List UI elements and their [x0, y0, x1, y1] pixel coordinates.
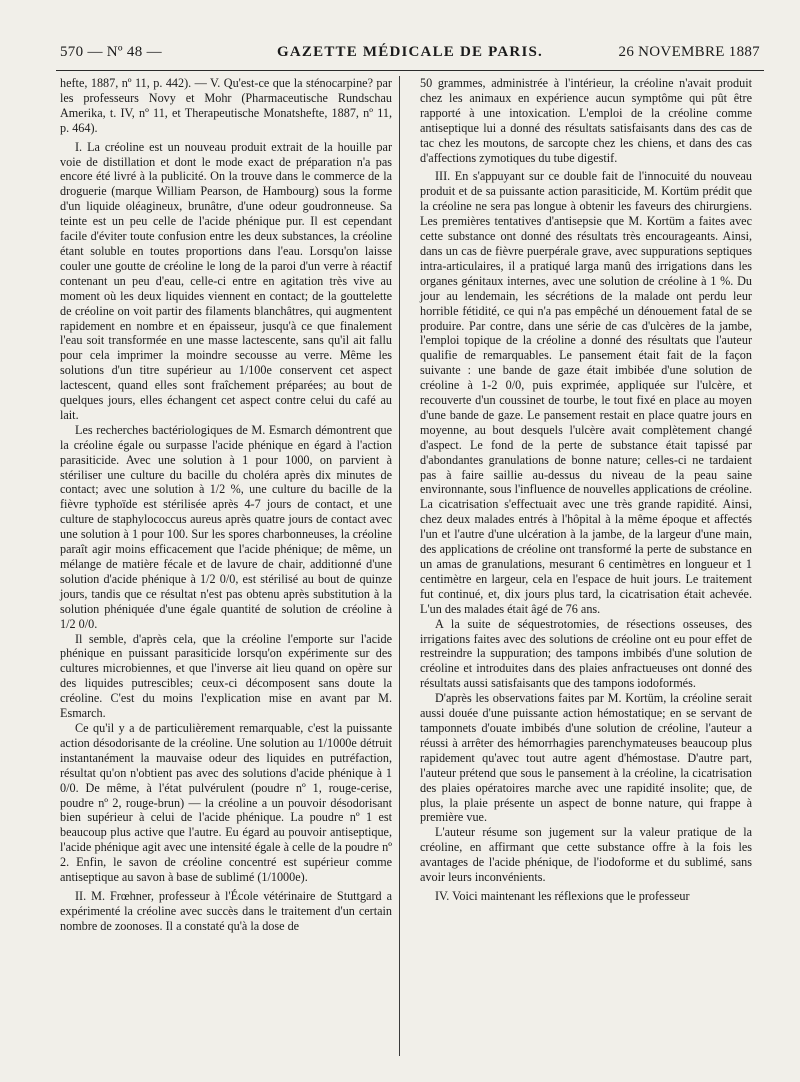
left-paragraph-parasiticide: Il semble, d'après cela, que la créoline l'emporte sur l'acide phénique en puissant parasiticide lorsqu'on expérimente sur des cultures microbiennes, et que l'inverse ait lieu quand on opère sur des liquides putrescibles; ceux-ci décomposent sans doute la créoline. C'est du moins l'explication mise en avant par M. Esmarch. [60, 631, 392, 721]
left-paragraph-creoline-intro: I. La créoline est un nouveau produit extrait de la houille par voie de distillation et dont le mode exact de préparation n'a pas encore été livré à la publicité. On la trouve dans le commerce de la droguerie (marque William Pearson, de Hambourg) sous la forme d'un liquide oléagineux, brunâtre, d'une odeur goudronneuse. Sa teinte est un peu celle de l'acide phénique pur. Il est cependant facile d'éviter toute confusion entre les deux substances, la créoline étant soluble en toutes proportions dans l'eau. Lorsqu'on laisse couler une goutte de créoline le long de la paroi d'un verre à réactif contenant un peu d'eau, celle-ci entre en agitation très vive au moment où les deux liquides viennent en contact; de la gouttelette de créoline on voit partir des filaments blanchâtres, qui augmentent rapidement en nombre et en épaisseur, jusqu'à ce que finalement l'eau soit transformée en une masse lactescente, sans qu'il ait fallu pour cela imprimer la moindre secousse au verre. Même les solutions d'un titre supérieur au 1/100e conservent cet aspect lactescent, quand elles sont fraîchement préparées; au bout de quelques jours, elles échangent cet aspect contre celui du café au lait. [60, 139, 392, 422]
column-divider [399, 76, 400, 1056]
right-paragraph-kortum: III. En s'appuyant sur ce double fait de l'innocuité du nouveau produit et de sa puissante action parasiticide, M. Kortüm prédit que la créoline ne sera pas longue à obtenir les faveurs des chirurgiens. Les premières tentatives d'antisepsie que M. Kortüm a faites avec cette substance ont donné des résultats très encourageants. Ainsi, dans un cas de fièvre puerpérale grave, avec suppurations septiques intra-articulaires, il a pratiqué larga manû des irrigations dans les organes génitaux internes, avec une solution de créoline à 1 %. Du jour au lendemain, les sécrétions de la malade ont perdu leur horrible fétidité, ce qui n'a pas empêché un dénouement fatal de se produire. Par contre, dans une série de cas d'ulcères de la jambe, l'emploi topique de la créoline a donné des résultats que l'auteur qualifie de remarquables. Le pansement était fait de la façon suivante : une bande de gaze était imbibée d'une solution de créoline à 1-2 0/0, puis exprimée, appliquée sur l'ulcère, et recouverte d'un coussinet de tourbe, le tout fixé en place au moyen d'une bande de gaze. Le pansement restait en place quatre jours en moyenne, au bout desquels l'ulcère avait complètement changé d'aspect. Le fond de la perte de substance était tapissé par d'abondantes granulations de bonne nature; celles-ci ne tardaient pas à faire saillie au-dessus du niveau de la peau saine environnante, sous l'influence de nouvelles applications de créoline. La cicatrisation s'effectuait avec une très grande rapidité. Ainsi, chez deux malades entrés à l'hôpital à la même époque et affectés l'un et l'autre d'une ulcération à la jambe, de la largeur d'une main, des applications de créoline ont transformé la perte de substance en un amas de granulations, mesurant 6 centimètres en longueur et 1 centimètre en largeur, cela en l'espace de huit jours. Le traitement fut continué, et, dix jours plus tard, la cicatrisation était achevée. L'un des malades était âgé de 76 ans. [420, 169, 752, 616]
right-paragraph-continuation: 50 grammes, administrée à l'intérieur, la créoline n'avait produit chez les animaux en expérience aucun symptôme qui pût être rapporté à une intoxication. L'emploi de la créoline comme antiseptique lui a donné des résultats satisfaisants dans des cas de tac chez les moutons, de sarcopte chez les chiens, et dans des cas d'affections zymotiques du tube digestif. [420, 76, 752, 165]
right-column [420, 76, 752, 904]
page-header [60, 44, 760, 66]
left-paragraph-bacteriology: Les recherches bactériologiques de M. Esmarch démontrent que la créoline égale ou surpasse l'acide phénique en égard à l'action parasiticide. Avec une solution à 1 pour 1000, on parvient à stériliser une culture du bacille du choléra après dix minutes de contact; avec une solution à 1/2 %, une culture du bacille de la fièvre typhoïde est stérilisée après 4-7 jours de contact, et une culture de staphylococcus aureus après quatre jours de contact avec une solution à 1 pour 100. Sur les spores charbonneuses, la créoline paraît agir moins efficacement que l'acide phénique; de même, un mélange de matière fécale et de lavure de chair, additionné d'une solution d'acide phénique à 1/2 0/0, est stérilisé au bout de quinze jours, tandis que ce résultat n'est pas obtenu après substitution à la solution phéniquée d'une égale quantité de solution de créoline à 1/2 0/0. [60, 422, 392, 631]
journal-title: GAZETTE MÉDICALE DE PARIS. [277, 44, 543, 60]
issue-date: 26 NOVEMBRE 1887 [618, 44, 760, 60]
left-paragraph-refs: hefte, 1887, nº 11, p. 442). — V. Qu'est-ce que la sténocarpine? par les professeurs Novy et Mohr (Pharmaceutische Rundschau Amerika, t. IV, nº 11, et Therapeutische Monatshefte, 1887, nº 11, p. 464). [60, 76, 392, 135]
left-column [60, 76, 392, 934]
right-paragraph-reflexions: IV. Voici maintenant les réflexions que le professeur [435, 888, 690, 903]
header-rule [56, 70, 764, 71]
left-paragraph-deodorant: Ce qu'il y a de particulièrement remarquable, c'est la puissante action désodorisante de la créoline. Une solution au 1/1000e détruit instantanément la mauvaise odeur des liquides en putréfaction, résultat qu'on n'obtient pas avec des solutions d'acide phénique à 1 0/0. De même, à l'état pulvérulent (poudre nº 1, rouge-cerise, poudre nº 2, rouge-brun) — la créoline a un pouvoir désodorisant bien supérieur à celui de l'acide phénique. La poudre nº 1 est beaucoup plus active que l'autre. Eu égard au pouvoir antiseptique, l'acide phénique agit avec une intensité égale à celle de la poudre nº 2. Enfin, le savon de créoline concentré est supérieur comme antiseptique au savon à base de sublimé (1/1000e). [60, 720, 392, 885]
page-number: 570 — Nº 48 — [60, 44, 162, 60]
left-paragraph-froehner: II. M. Frœhner, professeur à l'École vétérinaire de Stuttgard a expérimenté la créoline avec succès dans le traitement d'un certain nombre de zoonoses. Il a constaté qu'à la dose de [60, 888, 392, 933]
right-paragraph-summary: L'auteur résume son jugement sur la valeur pratique de la créoline, en affirmant que cette substance offre à la fois les avantages de l'acide phénique, de l'iodoforme et du sublimé, sans avoir leurs inconvénients. [420, 825, 752, 885]
right-paragraph-irrigations: A la suite de séquestrotomies, de résections osseuses, des irrigations faites avec des solutions de créoline ont eu pour effet de restreindre la suppuration; des tampons imbibés d'une solution de créoline et introduites dans des plaies anfractueuses ont donné des résultats aussi satisfaisants que des tampons iodoformés. [420, 616, 752, 691]
right-paragraph-hemostatic: D'après les observations faites par M. Kortüm, la créoline serait aussi douée d'une puissante action hémostatique; en se servant de tamponnets d'ouate imbibés d'une solution de créoline, l'auteur a réussi à arrêter des hémorrhagies parenchymateuses beaucoup plus rapidement qu'avec tout autre agent d'hémostase. D'autre part, l'auteur prétend que sous le pansement à la créoline, la cicatrisation des plaies opératoires marche avec une rapidité insolite; que, de plus, la plaie présente un aspect de bonne nature, qui frappe à première vue. [420, 691, 752, 825]
